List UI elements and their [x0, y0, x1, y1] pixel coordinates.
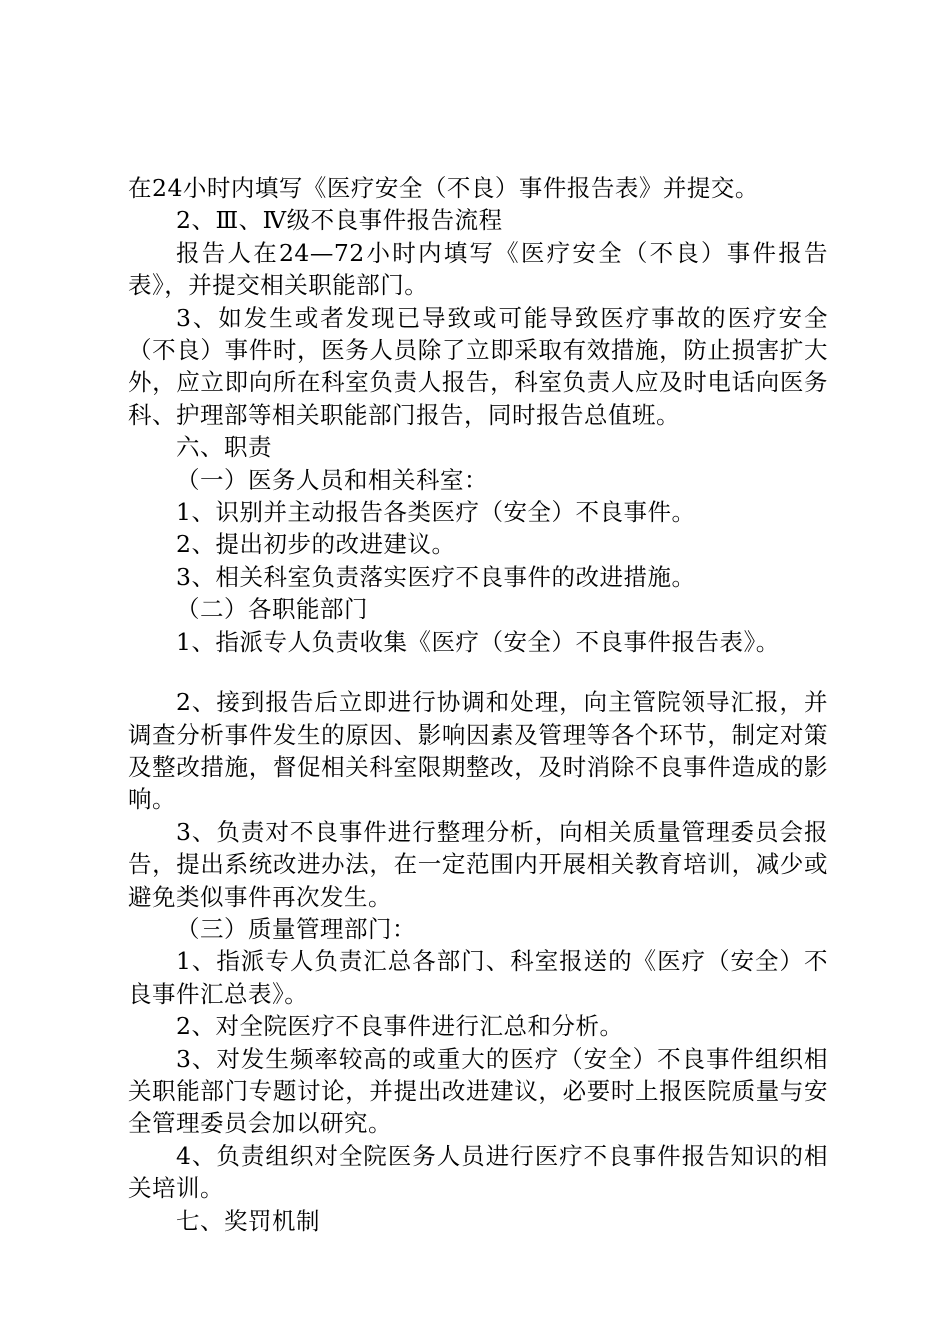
subsection-medical-staff: （一）医务人员和相关科室： [176, 465, 488, 494]
paragraph-level-3-4-heading: 2、Ⅲ、Ⅳ级不良事件报告流程 [176, 206, 503, 235]
list-item-identify-report: 1、识别并主动报告各类医疗（安全）不良事件。 [176, 498, 696, 527]
list-item-collect-forms: 1、指派专人负责收集《医疗（安全）不良事件报告表》。 [176, 627, 780, 656]
paragraph-spacer [128, 658, 828, 686]
list-item-coordinate-handle: 2、接到报告后立即进行协调和处理，向主管院领导汇报，并调查分析事件发生的原因、影响因素及管理等各个环节，制定对策及整改措施，督促相关科室限期整改，及时消除不良事件造成的影响。 [128, 688, 828, 814]
list-item-special-discussion: 3、对发生频率较高的或重大的医疗（安全）不良事件组织相关职能部门专题讨论，并提出改进建议，必要时上报医院质量与安全管理委员会加以研究。 [128, 1044, 828, 1138]
list-item-analyze-report: 3、负责对不良事件进行整理分析，向相关质量管理委员会报告，提出系统改进办法，在一定范围内开展相关教育培训，减少或避免类似事件再次发生。 [128, 817, 828, 911]
list-item-training: 4、负责组织对全院医务人员进行医疗不良事件报告知识的相关培训。 [128, 1141, 828, 1203]
list-item-suggestions: 2、提出初步的改进建议。 [176, 530, 456, 559]
paragraph-report-submit: 在24小时内填写《医疗安全（不良）事件报告表》并提交。 [128, 174, 759, 202]
list-item-summarize-forms: 1、指派专人负责汇总各部门、科室报送的《医疗（安全）不良事件汇总表》。 [128, 947, 828, 1008]
list-item-hospital-analysis: 2、对全院医疗不良事件进行汇总和分析。 [176, 1012, 624, 1041]
list-item-implement-measures: 3、相关科室负责落实医疗不良事件的改进措施。 [176, 562, 696, 591]
section-heading-rewards-penalties: 七、奖罚机制 [176, 1206, 320, 1235]
subsection-functional-depts: （二）各职能部门 [176, 595, 368, 624]
section-heading-duties: 六、职责 [176, 433, 272, 462]
subsection-quality-mgmt: （三）质量管理部门： [176, 914, 416, 943]
document-body [128, 172, 828, 1237]
paragraph-reporter-24-72h: 报告人在24—72小时内填写《医疗安全（不良）事件报告表》，并提交相关职能部门。 [128, 238, 828, 300]
paragraph-accident-report: 3、如发生或者发现已导致或可能导致医疗事故的医疗安全（不良）事件时，医务人员除了立即采取有效措施，防止损害扩大外，应立即向所在科室负责人报告，科室负责人应及时电话向医务科、护理部等相关职能部门报告，同时报告总值班。 [128, 303, 828, 429]
